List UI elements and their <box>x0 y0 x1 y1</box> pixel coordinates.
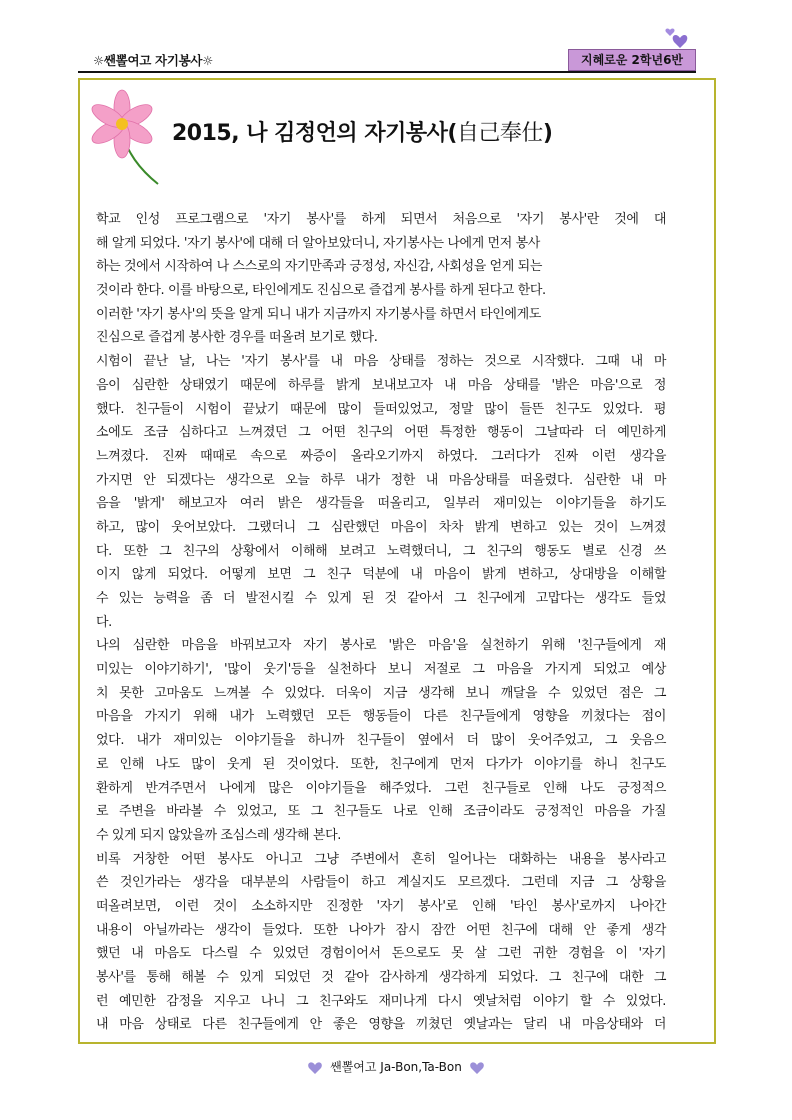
text-line: 내용이 아닐까라는 생각이 들었다. 또한 나아가 잠시 잠깐 어떤 친구에 대해 안 좋게 생각 <box>96 922 666 938</box>
text-line: 음을 '밝게' 해보고자 여러 밝은 생각들을 떠올리고, 일부러 재미있는 이야기들을 하기도 <box>96 496 666 512</box>
text-line: 해 알게 되었다. '자기 봉사'에 대해 더 알아보았더니, 자기봉사는 나에게 먼저 봉사 <box>96 235 540 251</box>
text-line: 수 있는 능력을 좀 더 발전시킬 수 있게 된 것 같아서 그 친구에게 고맙다는 생각도 들었 <box>96 591 666 606</box>
text-line: 학교 인성 프로그램으로 '자기 봉사'를 하게 되면서 처음으로 '자기 봉사'란 것에 대 <box>96 212 666 227</box>
text-line: 것이라 한다. 이를 바탕으로, 타인에게도 진심으로 즐겁게 봉사를 하게 된다고 한다. <box>96 283 546 299</box>
text-line: 가지면 안 되겠다는 생각으로 오늘 하루 내가 정한 내 마음상태를 떠올렸다. 심란한 내 마 <box>96 472 666 488</box>
class-tab: 지혜로운 2학년6반 <box>568 49 696 71</box>
text-line: 다. <box>96 614 112 630</box>
text-line: 미있는 이야기하기', '많이 웃기'등을 실천하다 보니 저절로 그 마음을 가지게 되었고 예상 <box>96 662 666 678</box>
text-line: 로 인해 나도 많이 웃게 된 것이었다. 또한, 친구에게 먼저 다가가 이야기를 하니 친구도 <box>96 756 666 772</box>
text-line: 런 예민한 감정을 지우고 나니 그 친구와도 재미나게 다시 옛날처럼 이야기 할 수 있었다. <box>96 993 666 1009</box>
footer <box>0 1058 792 1075</box>
cosmos-flower-icon <box>88 86 168 186</box>
text-line: 마음을 가지기 위해 내가 노력했던 모든 행동들이 다른 친구들에게 영향을 끼쳤다는 점이 <box>96 709 666 725</box>
text-line: 다. 또한 그 친구의 상황에서 이해해 보려고 노력했더니, 그 친구의 행동도 별로 신경 쓰 <box>96 543 666 559</box>
text-line: 하는 것에서 시작하여 나 스스로의 자기만족과 긍정성, 자신감, 사회성을 얻게 되는 <box>96 259 543 275</box>
text-line: 봉사'를 통해 해볼 수 있게 되었던 것 같아 감사하게 생각하게 되었다. 그 친구에 대한 그 <box>96 970 666 985</box>
title-close: ) <box>542 121 553 146</box>
text-line: 치 못한 고마움도 느껴볼 수 있었다. 더욱이 지금 생각해 보니 깨달을 수 있었던 점은 그 <box>96 685 666 701</box>
text-line: 환하게 반겨주면서 나에게 많은 이야기들을 해주었다. 그런 친구들로 인해 나도 긍정적으 <box>96 780 666 796</box>
text-line: 수 있게 되지 않았을까 조심스레 생각해 본다. <box>96 827 341 843</box>
text-line: 이러한 '자기 봉사'의 뜻을 알게 되니 내가 지금까지 자기봉사를 하면서 타인에게도 <box>96 306 541 322</box>
text-line: 이지 않게 되었다. 어떻게 보면 그 친구 덕분에 내 마음이 밝게 변하고, 상대방을 이해할 <box>96 567 666 583</box>
text-line: 진심으로 즐겁게 봉사한 경우를 떠올려 보기로 했다. <box>96 330 378 346</box>
page-title <box>172 116 552 147</box>
text-line: 내 마음 상태로 다른 친구들에게 안 좋은 영향을 끼쳤던 옛날과는 달리 내 마음상태와 더 <box>96 1017 666 1033</box>
text-line: 비록 거창한 어떤 봉사도 아니고 그냥 주변에서 흔히 일어나는 대화하는 내용을 봉사라고 <box>96 851 666 867</box>
text-line: 음이 심란한 상태였기 때문에 하루를 밝게 보내보고자 내 마음 상태를 '밝은 마음'으로 정 <box>96 377 666 393</box>
title-main: 2015, 나 김정언의 자기봉사( <box>172 121 457 146</box>
heart-icon <box>306 1061 324 1075</box>
title-hanja: 自己奉仕 <box>456 121 543 146</box>
text-line: 쓴 것인가라는 생각을 대부분의 사람들이 하고 계실지도 모르겠다. 그런데 지금 그 상황을 <box>96 875 666 891</box>
text-line: 었다. 내가 재미있는 이야기들을 하니까 친구들이 옆에서 더 많이 웃어주었고, 그 웃음으 <box>96 733 666 749</box>
text-line: 느껴졌다. 진짜 때때로 속으로 짜증이 올라오기까지 하였다. 그러다가 진짜 이런 생각을 <box>96 448 666 464</box>
header-rule <box>78 71 696 73</box>
header-school-label: ☼쌘뽈여고 자기봉사☼ <box>93 53 214 68</box>
text-line: 나의 심란한 마음을 바꿔보고자 자기 봉사로 '밝은 마음'을 실천하기 위해 '친구들에게 재 <box>96 638 666 654</box>
footer-text: 쌘뽈여고 Ja-Bon,Ta-Bon <box>330 1060 462 1074</box>
text-line: 하고, 많이 웃어보았다. 그랬더니 그 심란했던 마음이 차차 밝게 변하고 있는 것이 느껴졌 <box>96 519 666 535</box>
heart-icon <box>468 1061 486 1075</box>
text-line: 로 주변을 바라볼 수 있었고, 또 그 친구들도 나로 인해 조금이라도 긍정적인 마음을 가질 <box>96 804 666 820</box>
essay-body <box>96 208 666 1037</box>
text-line: 시험이 끝난 날, 나는 '자기 봉사'를 내 마음 상태를 정하는 것으로 시작했다. 그때 내 마 <box>96 354 666 370</box>
text-line: 떠올려보면, 이런 것이 소소하지만 진정한 '자기 봉사'로 인해 '타인 봉사'로까지 나아간 <box>96 898 666 914</box>
text-line: 소에도 조금 심하다고 느껴졌던 그 어떤 친구의 어떤 특정한 행동이 그날따라 더 예민하게 <box>96 425 666 441</box>
text-line: 했던 내 마음도 다스릴 수 있었던 경험이어서 돈으로도 못 살 그런 귀한 경험을 이 '자기 <box>96 946 666 962</box>
text-line: 했다. 친구들이 시험이 끝났기 때문에 많이 들떠있었고, 정말 많이 들뜬 친구도 있었다. 평 <box>96 401 666 417</box>
